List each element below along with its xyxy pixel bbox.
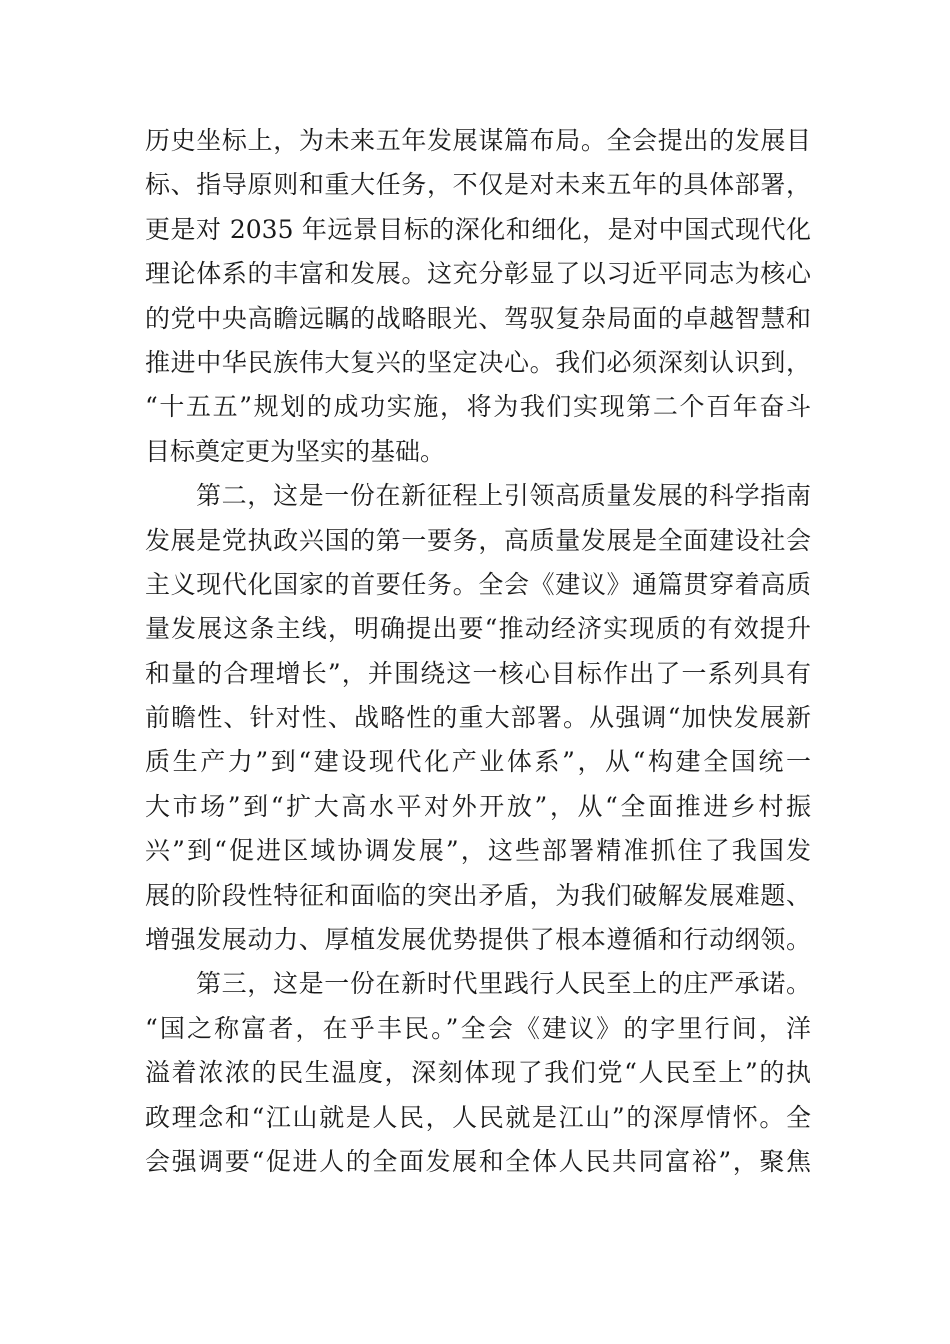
text-line: 标、指导原则和重大任务，不仅是对未来五年的具体部署， bbox=[145, 170, 811, 200]
text-line: 展的阶段性特征和面临的突出矛盾，为我们破解发展难题、 bbox=[145, 880, 811, 910]
text-line: 目标奠定更为坚实的基础。 bbox=[145, 436, 446, 466]
text-line: “十五五”规划的成功实施，将为我们实现第二个百年奋斗 bbox=[145, 392, 811, 422]
section-heading-line: 第三，这是一份在新时代里践行人民至上的庄严承诺。 bbox=[196, 969, 811, 999]
text-line: 历史坐标上，为未来五年发展谋篇布局。全会提出的发展目 bbox=[145, 126, 811, 155]
text-line: 兴”到“促进区域协调发展”，这些部署精准抓住了我国发 bbox=[145, 836, 811, 866]
text-line: 前瞻性、针对性、战略性的重大部署。从强调“加快发展新 bbox=[145, 703, 811, 733]
text-line: 主义现代化国家的首要任务。全会《建议》通篇贯穿着高质 bbox=[145, 569, 811, 599]
text-line: 发展是党执政兴国的第一要务，高质量发展是全面建设社会 bbox=[145, 525, 811, 555]
text-line: 更是对 2035 年远景目标的深化和细化，是对中国式现代化 bbox=[145, 214, 811, 244]
text-line: 大市场”到“扩大高水平对外开放”，从“全面推进乡村振 bbox=[145, 791, 811, 821]
text-line: 理论体系的丰富和发展。这充分彰显了以习近平同志为核心 bbox=[145, 259, 811, 289]
text-line: 和量的合理增长”，并围绕这一核心目标作出了一系列具有 bbox=[145, 658, 811, 688]
text-line: 质生产力”到“建设现代化产业体系”，从“构建全国统一 bbox=[145, 747, 811, 777]
text-line: 会强调要“促进人的全面发展和全体人民共同富裕”，聚焦 bbox=[145, 1146, 811, 1176]
text-line: 政理念和“江山就是人民，人民就是江山”的深厚情怀。全 bbox=[145, 1102, 811, 1132]
text-line: 的党中央高瞻远瞩的战略眼光、驾驭复杂局面的卓越智慧和 bbox=[145, 303, 811, 333]
text-line: 溢着浓浓的民生温度，深刻体现了我们党“人民至上”的执 bbox=[145, 1058, 811, 1088]
text-line: 量发展这条主线，明确提出要“推动经济实现质的有效提升 bbox=[145, 614, 811, 644]
text-line: 增强发展动力、厚植发展优势提供了根本遵循和行动纲领。 bbox=[145, 925, 811, 955]
text-line: 推进中华民族伟大复兴的坚定决心。我们必须深刻认识到， bbox=[145, 347, 811, 377]
text-line: “国之称富者，在乎丰民。”全会《建议》的字里行间，洋 bbox=[145, 1013, 811, 1043]
section-heading-line: 第二，这是一份在新征程上引领高质量发展的科学指南 bbox=[196, 481, 811, 511]
body-text bbox=[145, 119, 811, 1184]
